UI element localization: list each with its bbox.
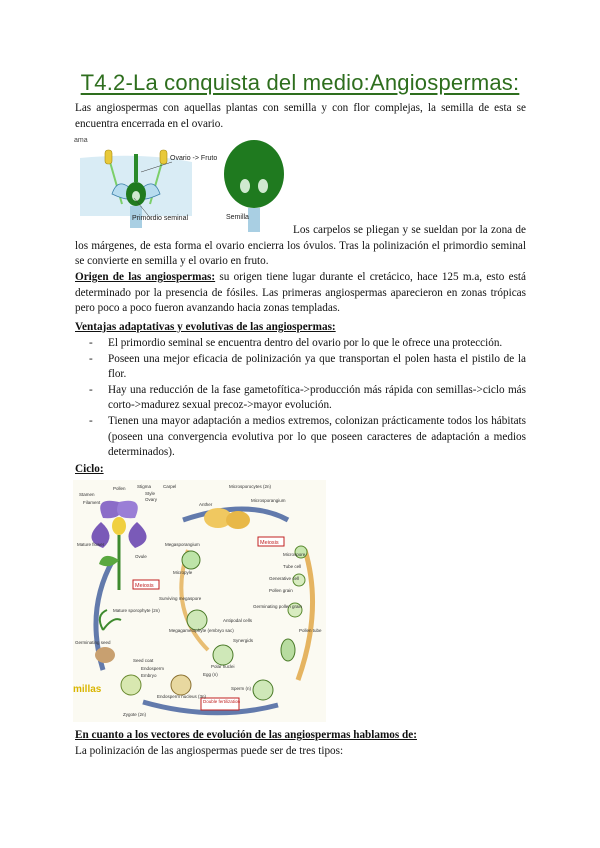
label-stigma: Stigma [137,484,152,489]
page-title: T4.2-La conquista del medio:Angiospermas: [80,70,520,95]
label-mature-sporophyte: Mature sporophyte (2n) [113,608,160,613]
label-anther: Anther [199,502,213,507]
life-cycle-diagram [73,480,326,722]
ovary-fruit-figure [72,132,288,236]
vectores-heading: En cuanto a los vectores de evolución de las angiospermas hablamos de: [75,729,417,741]
label-primordio: Primordio seminal [132,215,189,222]
label-egg: Egg (n) [203,672,218,677]
label-tube-cell: Tube cell [283,564,302,569]
partial-word-label: millas [73,684,102,695]
label-endosperm: Endosperm [141,666,165,671]
label-polar-nuclei: Polar nuclei [211,664,235,669]
ventajas-heading: Ventajas adaptativas y evolutivas de las angiospermas: [75,321,336,333]
label-sperm: Sperm (n) [231,686,252,691]
list-item: - El primordio seminal se encuentra dentro del ovario por lo que le ofrece una protección. [75,336,526,352]
label-meiosis-2: Meiosis [260,540,279,546]
carpelos-paragraph: Los carpelos se pliegan y se sueldan por la zona de los márgenes, de esta forma el ovario encierra los óvulos. Tras la polinización el primordio seminal se convierte en semilla y el ovario en fruto. [75,224,526,268]
label-zygote: Zygote (2n) [123,712,147,717]
label-embryo: Embryo [141,673,157,678]
ventajas-list [75,336,526,461]
label-antipodal: Antipodal cells [223,618,253,623]
label-carpel: Carpel [163,484,177,489]
label-germinating-seed: Germinating seed [75,640,111,645]
label-surviving-megaspore: Surviving megaspore [159,596,202,601]
figure1-corner-label: ama [74,137,88,144]
label-semilla: Semilla [226,214,249,221]
label-germinating-pollen: Germinating pollen grain [253,604,303,609]
label-endosperm-nucleus: Endosperm nucleus (3n) [157,694,207,699]
label-style: Style [145,491,156,496]
label-synergids: Synergids [233,638,254,643]
ciclo-heading: Ciclo: [75,463,104,475]
label-ovary: Ovary [145,497,158,502]
list-item: - Hay una reducción de la fase gametofítica->producción más rápida con semillas->ciclo más corto->madurez sexual precoz->mayor evolución. [75,383,526,414]
label-filament: Filament [83,500,101,505]
label-megagametophyte: Megagametophyte (embryo sac) [169,628,234,633]
label-pollen-tube: Pollen tube [299,628,322,633]
list-item: - Poseen una mejor eficacia de polinización ya que transportan el polen hasta el pistilo de la flor. [75,352,526,383]
label-microsporocytes: Microsporocytes (2n) [229,484,272,489]
label-microsporangium: Microsporangium [251,498,286,503]
label-stamen: Stamen [79,492,95,497]
origen-paragraph: Origen de las angiospermas: su origen tiene lugar durante el cretácico, hace 125 m.a, esto está determinado por la presencia de fósiles. Las primeras angiospermas aparecieron en zonas trópicas pero poco a poco fueron avanzando hacia zonas templadas. [75,271,526,315]
list-item: - Tienen una mayor adaptación a medios extremos, colonizan prácticamente todos los hábitats (poseen una convergencia evolutiva por lo que poseen caracteres de adaptación a medios determinados). [75,414,526,461]
label-double-fertilization: Double fertilization [203,699,241,704]
label-micropyle: Micropyle [173,570,193,575]
label-microspore: Microspore [283,552,306,557]
label-seed-coat: Seed coat [133,658,154,663]
label-meiosis-1: Meiosis [135,583,154,589]
label-pollen: Pollen [113,486,126,491]
label-ovule: Ovule [135,554,147,559]
label-mature-flower: Mature flower [77,542,105,547]
label-ovario: Ovario -> Fruto [170,155,218,162]
origen-heading: Origen de las angiospermas: [75,271,216,283]
label-megasporangium: Megasporangium [165,542,200,547]
polinizacion-paragraph: La polinización de las angiospermas puede ser de tres tipos: [75,745,344,757]
label-generative-cell: Generative cell [269,576,300,581]
label-pollen-grain: Pollen grain [269,588,293,593]
intro-paragraph: Las angiospermas con aquellas plantas con semilla y con flor complejas, la semilla de esta se encuentra encerrada en el ovario. [75,102,526,130]
